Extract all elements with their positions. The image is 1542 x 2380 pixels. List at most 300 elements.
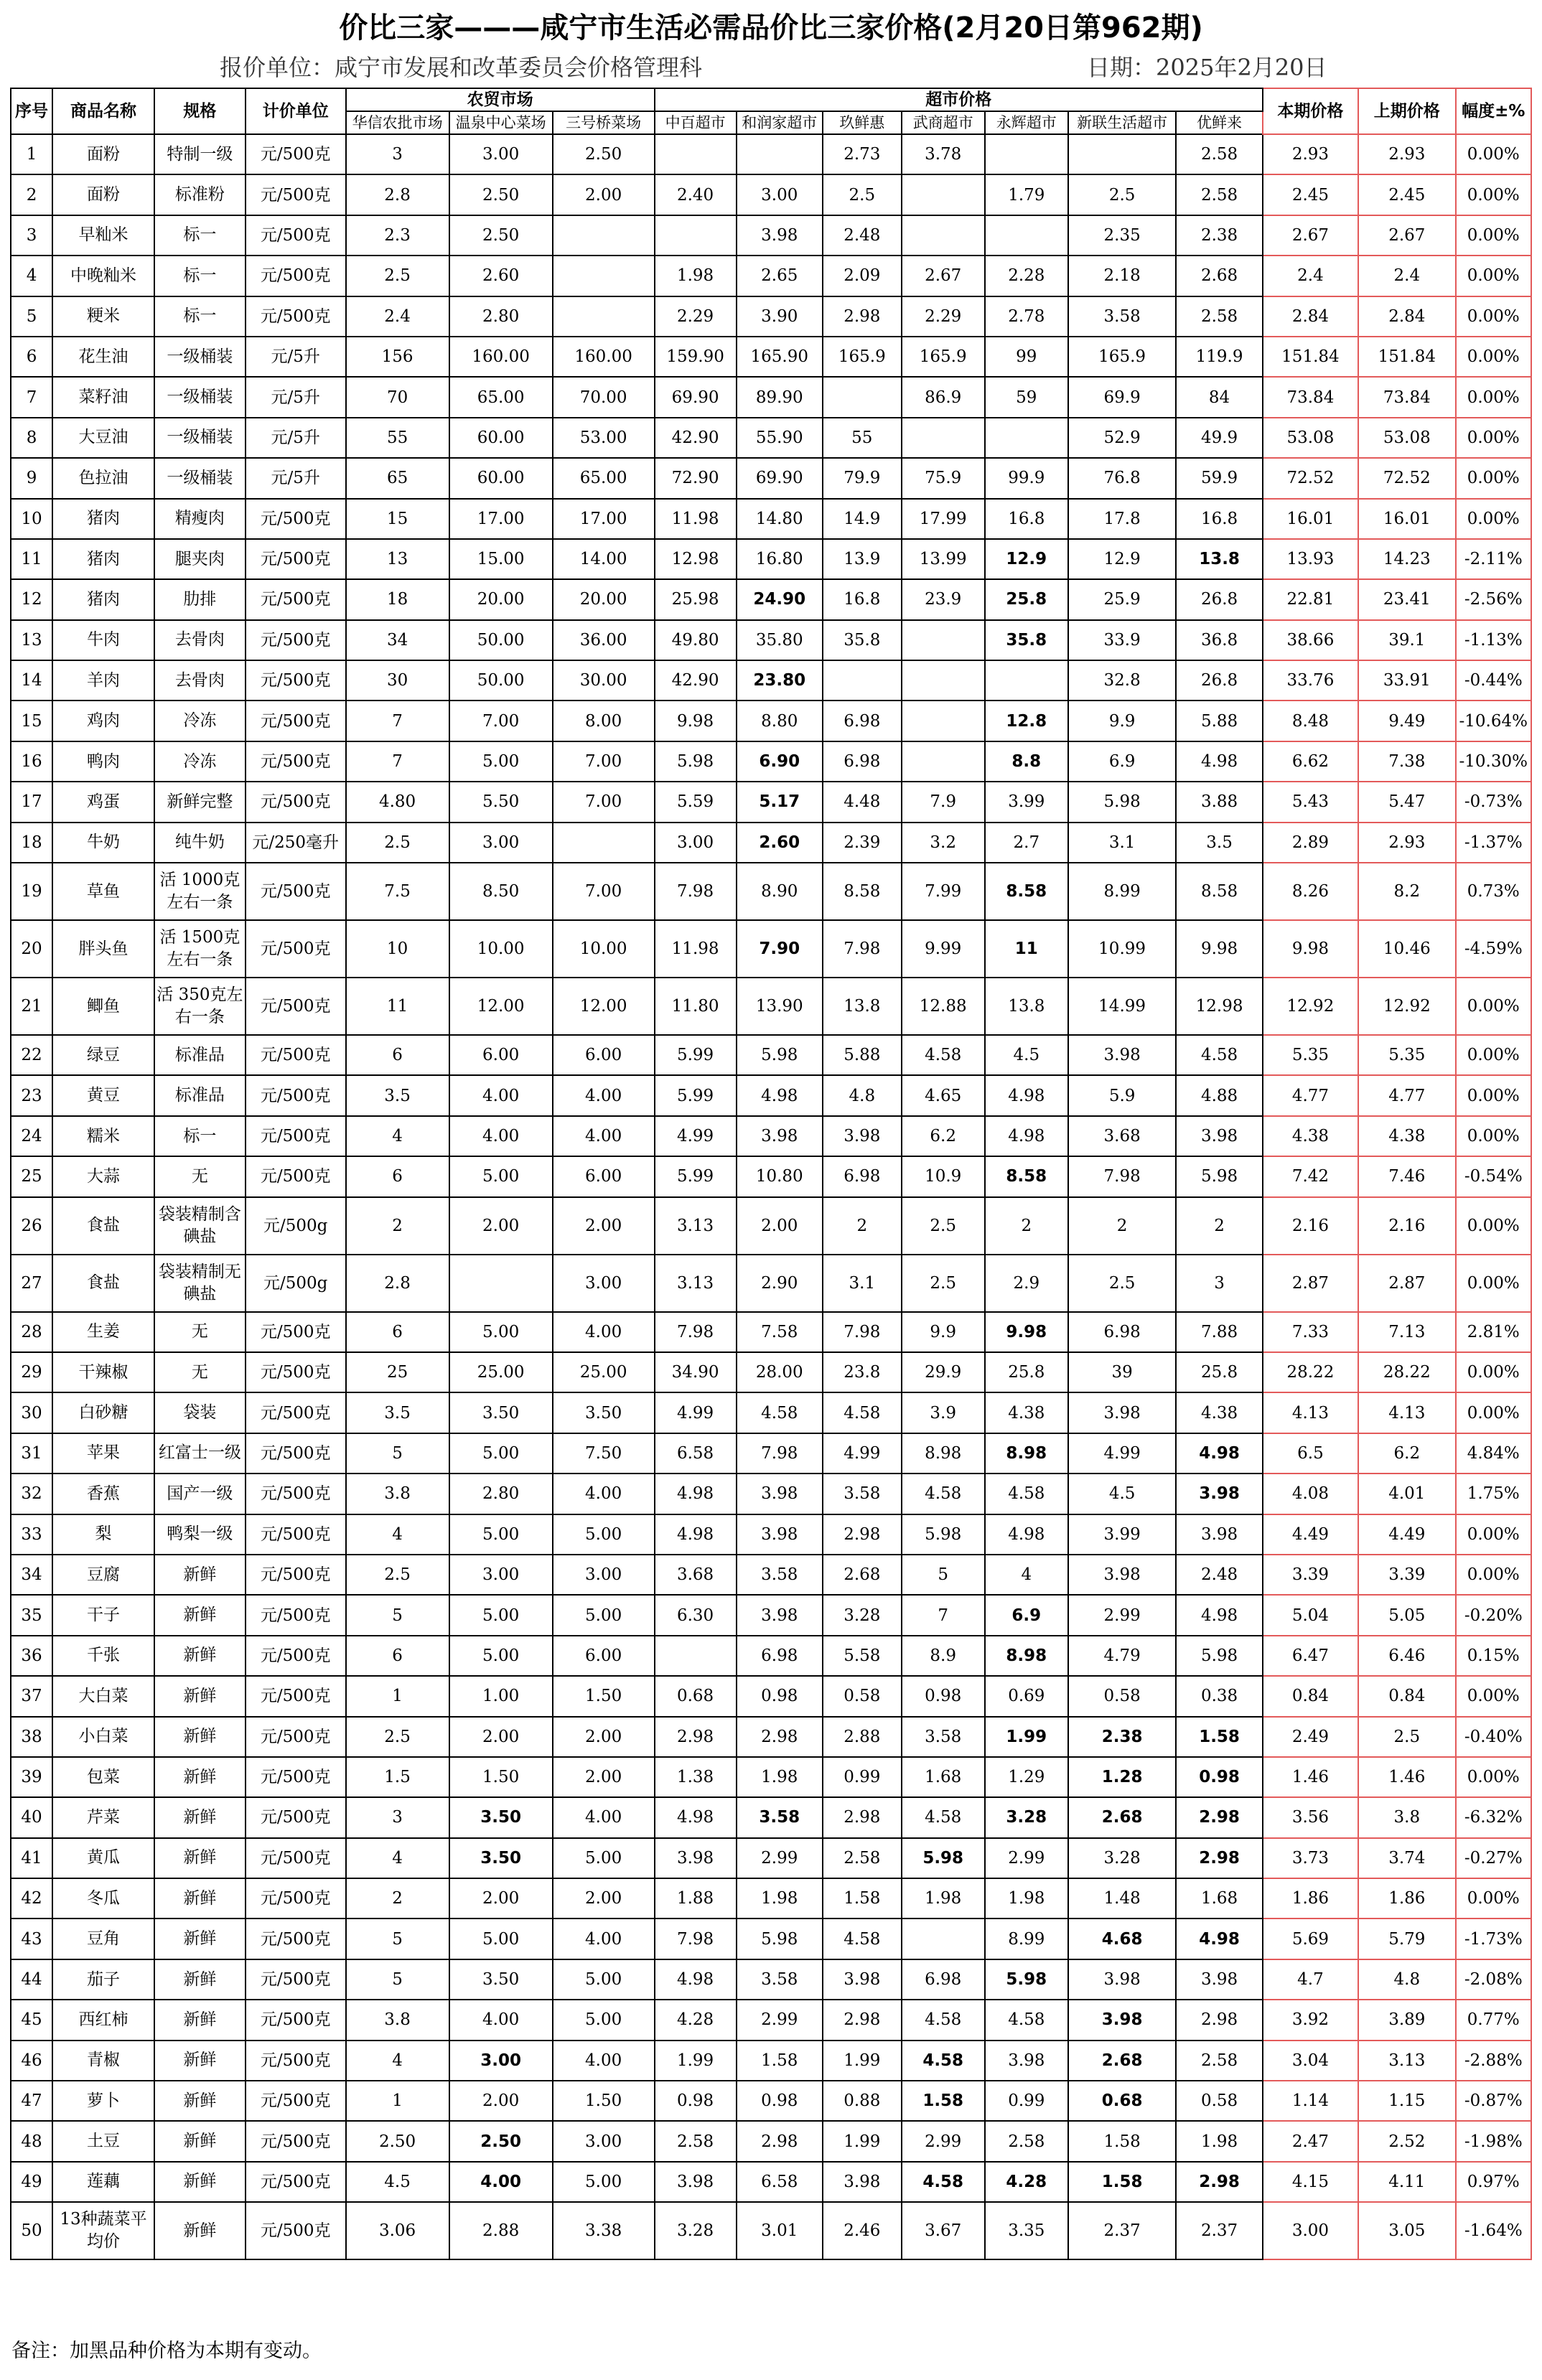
row-seq: 43 [11,1918,52,1959]
row-store-price: 3.68 [1068,1116,1177,1156]
row-spec: 新鲜 [154,1636,246,1676]
row-store-price: 16.8 [823,579,902,619]
row-seq: 3 [11,215,52,256]
row-store-price: 2.58 [1176,134,1262,174]
row-store-price: 15.00 [449,539,553,579]
row-store-price: 2.58 [655,2121,737,2161]
row-store-price: 24.90 [737,579,823,619]
header-group-super: 超市价格 [655,88,1263,111]
row-store-price: 2.99 [902,2121,985,2161]
row-unit: 元/500克 [246,1595,346,1635]
row-store-price: 8.00 [553,701,655,741]
header-store: 中百超市 [655,111,737,134]
row-current-price: 4.13 [1263,1392,1358,1433]
row-store-price: 2.28 [985,256,1068,296]
row-unit: 元/500克 [246,701,346,741]
row-previous-price: 53.08 [1358,418,1455,458]
row-change-percent: 0.00% [1456,1878,1531,1918]
row-store-price: 2.37 [1068,2202,1177,2259]
row-store-price: 4.98 [1176,1918,1262,1959]
row-store-price: 2.60 [449,256,553,296]
row-spec: 一级桶装 [154,458,246,498]
row-change-percent: -10.64% [1456,701,1531,741]
row-store-price: 11 [346,978,449,1035]
row-store-price: 10.9 [902,1156,985,1196]
row-store-price: 2 [985,1197,1068,1255]
row-store-price: 6.9 [985,1595,1068,1635]
row-store-price: 10.80 [737,1156,823,1196]
row-store-price: 1.68 [1176,1878,1262,1918]
row-spec: 纯牛奶 [154,823,246,863]
row-store-price: 2.50 [449,2121,553,2161]
row-store-price: 2.5 [823,174,902,215]
row-store-price: 3.98 [655,2162,737,2202]
row-unit: 元/500克 [246,2121,346,2161]
row-change-percent: 0.00% [1456,377,1531,417]
row-store-price: 7.00 [553,741,655,782]
row-store-price: 4.38 [1176,1392,1262,1433]
row-store-price [449,1255,553,1312]
row-seq: 24 [11,1116,52,1156]
row-store-price: 4.00 [553,1075,655,1115]
row-current-price: 7.42 [1263,1156,1358,1196]
row-store-price: 0.99 [823,1757,902,1797]
row-change-percent: -2.08% [1456,1959,1531,2000]
row-previous-price: 23.41 [1358,579,1455,619]
row-spec: 腿夹肉 [154,539,246,579]
row-store-price: 3.58 [1068,296,1177,337]
row-store-price: 0.68 [655,1676,737,1716]
row-store-price: 9.9 [902,1312,985,1352]
row-change-percent: -1.73% [1456,1918,1531,1959]
row-change-percent: 0.00% [1456,296,1531,337]
row-store-price: 25.00 [449,1352,553,1392]
row-store-price: 3.5 [346,1392,449,1433]
row-seq: 17 [11,782,52,822]
row-store-price: 6.9 [1068,741,1177,782]
row-store-price: 4.5 [346,2162,449,2202]
row-seq: 22 [11,1035,52,1075]
row-store-price: 4.58 [902,2162,985,2202]
row-store-price: 2.48 [823,215,902,256]
row-change-percent: 0.00% [1456,134,1531,174]
row-previous-price: 4.77 [1358,1075,1455,1115]
row-current-price: 5.04 [1263,1595,1358,1635]
row-store-price: 0.98 [655,2081,737,2121]
row-store-price: 7.98 [823,1312,902,1352]
row-change-percent: 0.00% [1456,1392,1531,1433]
row-store-price: 4.79 [1068,1636,1177,1676]
row-store-price: 2.00 [449,2081,553,2121]
row-store-price: 69.9 [1068,377,1177,417]
row-change-percent: 0.00% [1456,215,1531,256]
row-seq: 15 [11,701,52,741]
row-store-price: 2.80 [449,1474,553,1514]
row-store-price: 7.98 [655,863,737,920]
row-store-price: 5.00 [553,1959,655,2000]
row-current-price: 4.7 [1263,1959,1358,2000]
row-previous-price: 1.15 [1358,2081,1455,2121]
row-spec: 国产一级 [154,1474,246,1514]
row-store-price: 23.9 [902,579,985,619]
row-store-price: 1 [346,2081,449,2121]
header-store: 玖鲜惠 [823,111,902,134]
row-store-price: 72.90 [655,458,737,498]
row-store-price: 3.13 [655,1197,737,1255]
row-store-price: 4.00 [449,1075,553,1115]
row-store-price: 165.9 [1068,337,1177,377]
row-store-price: 7.99 [902,863,985,920]
row-spec: 标一 [154,215,246,256]
row-store-price: 1.58 [823,1878,902,1918]
row-store-price: 7 [902,1595,985,1635]
row-unit: 元/500克 [246,2041,346,2081]
row-spec: 标一 [154,256,246,296]
row-store-price: 13.8 [823,978,902,1035]
row-previous-price: 2.16 [1358,1197,1455,1255]
row-store-price: 18 [346,579,449,619]
row-store-price: 4.48 [823,782,902,822]
row-spec: 标准粉 [154,174,246,215]
row-store-price: 2.38 [1068,1717,1177,1757]
row-store-price: 2.68 [1068,2041,1177,2081]
row-spec: 新鲜 [154,1838,246,1878]
row-store-price: 3.1 [1068,823,1177,863]
row-store-price: 4.5 [985,1035,1068,1075]
row-previous-price: 72.52 [1358,458,1455,498]
row-unit: 元/500克 [246,134,346,174]
row-store-price: 4.98 [1176,1595,1262,1635]
row-unit: 元/500克 [246,174,346,215]
row-spec: 去骨肉 [154,660,246,701]
row-unit: 元/500克 [246,1757,346,1797]
row-store-price: 8.58 [1176,863,1262,920]
row-store-price: 3.50 [449,1838,553,1878]
row-store-price: 69.90 [655,377,737,417]
row-store-price: 6.98 [737,1636,823,1676]
row-store-price: 5.50 [449,782,553,822]
row-store-price: 5.17 [737,782,823,822]
row-store-price: 3.58 [823,1474,902,1514]
row-store-price: 7.98 [655,1312,737,1352]
table-row [11,377,1531,417]
row-store-price: 2.00 [553,1757,655,1797]
row-seq: 19 [11,863,52,920]
table-row [11,2162,1531,2202]
row-store-price: 3.28 [823,1595,902,1635]
row-store-price: 3.8 [346,2000,449,2040]
row-change-percent: -1.13% [1456,620,1531,660]
row-product-name: 面粉 [52,174,154,215]
row-previous-price: 7.38 [1358,741,1455,782]
row-store-price: 2.98 [823,1797,902,1837]
table-row [11,1197,1531,1255]
row-previous-price: 14.23 [1358,539,1455,579]
table-row [11,1255,1531,1312]
row-store-price: 2.60 [737,823,823,863]
row-store-price: 3.99 [1068,1514,1177,1555]
row-store-price: 4.58 [902,1035,985,1075]
row-store-price [553,256,655,296]
row-change-percent: -6.32% [1456,1797,1531,1837]
row-store-price: 1.58 [1068,2162,1177,2202]
row-previous-price: 5.35 [1358,1035,1455,1075]
row-store-price: 4.98 [655,1959,737,2000]
row-store-price: 3.00 [553,1555,655,1595]
row-store-price: 3.98 [823,1116,902,1156]
row-store-price: 2.58 [1176,296,1262,337]
row-current-price: 4.08 [1263,1474,1358,1514]
row-seq: 31 [11,1433,52,1474]
row-unit: 元/500克 [246,1878,346,1918]
row-current-price: 9.98 [1263,920,1358,978]
row-change-percent: 0.00% [1456,1035,1531,1075]
row-store-price: 3.98 [1068,1035,1177,1075]
row-spec: 标一 [154,296,246,337]
row-store-price: 59.9 [1176,458,1262,498]
row-store-price [655,1636,737,1676]
row-store-price: 55 [823,418,902,458]
row-store-price: 5.98 [737,1918,823,1959]
row-store-price: 3.98 [737,1595,823,1635]
row-store-price: 2.00 [553,1878,655,1918]
row-store-price: 2.98 [823,296,902,337]
row-store-price: 30.00 [553,660,655,701]
row-store-price: 1.50 [449,1757,553,1797]
row-store-price: 6 [346,1035,449,1075]
row-store-price [737,134,823,174]
row-store-price: 2.29 [655,296,737,337]
row-seq: 48 [11,2121,52,2161]
row-store-price: 2 [1176,1197,1262,1255]
row-store-price: 5.98 [737,1035,823,1075]
row-store-price: 5.00 [449,1918,553,1959]
row-change-percent: 0.15% [1456,1636,1531,1676]
row-store-price: 165.90 [737,337,823,377]
row-seq: 25 [11,1156,52,1196]
row-store-price: 160.00 [553,337,655,377]
row-previous-price: 5.79 [1358,1918,1455,1959]
row-store-price: 4.58 [902,2000,985,2040]
row-seq: 6 [11,337,52,377]
row-store-price: 0.58 [1176,2081,1262,2121]
row-store-price: 3.06 [346,2202,449,2259]
row-change-percent: 0.00% [1456,1514,1531,1555]
row-store-price: 4.58 [737,1392,823,1433]
row-store-price: 2.90 [737,1255,823,1312]
row-product-name: 生姜 [52,1312,154,1352]
row-current-price: 16.01 [1263,499,1358,539]
row-change-percent: -0.44% [1456,660,1531,701]
row-store-price: 6 [346,1156,449,1196]
row-product-name: 芹菜 [52,1797,154,1837]
row-current-price: 4.49 [1263,1514,1358,1555]
table-row [11,1878,1531,1918]
row-store-price [553,823,655,863]
row-product-name: 羊肉 [52,660,154,701]
row-store-price: 2.8 [346,1255,449,1312]
row-store-price: 1.79 [985,174,1068,215]
row-store-price: 5.98 [655,741,737,782]
row-spec: 新鲜 [154,1757,246,1797]
row-store-price: 1.50 [553,2081,655,2121]
row-store-price: 3 [1176,1255,1262,1312]
row-store-price: 13.8 [985,978,1068,1035]
row-store-price: 53.00 [553,418,655,458]
row-previous-price: 151.84 [1358,337,1455,377]
table-row [11,660,1531,701]
row-store-price: 17.00 [449,499,553,539]
row-unit: 元/500克 [246,1676,346,1716]
row-spec: 新鲜 [154,1717,246,1757]
row-change-percent: 0.73% [1456,863,1531,920]
row-change-percent: -2.56% [1456,579,1531,619]
row-product-name: 13种蔬菜平均价 [52,2202,154,2259]
row-store-price: 75.9 [902,458,985,498]
row-store-price: 28.00 [737,1352,823,1392]
row-previous-price: 1.46 [1358,1757,1455,1797]
row-store-price: 4.00 [449,2162,553,2202]
row-store-price: 5.58 [823,1636,902,1676]
row-spec: 新鲜 [154,1676,246,1716]
row-store-price [902,174,985,215]
row-store-price: 3.00 [737,174,823,215]
row-current-price: 2.93 [1263,134,1358,174]
row-store-price: 6.00 [449,1035,553,1075]
row-store-price: 60.00 [449,458,553,498]
table-row [11,978,1531,1035]
row-store-price: 5.00 [553,1838,655,1878]
row-store-price: 35.8 [985,620,1068,660]
row-change-percent: 0.00% [1456,1075,1531,1115]
row-store-price: 2.46 [823,2202,902,2259]
row-current-price: 2.16 [1263,1197,1358,1255]
row-store-price: 3.28 [1068,1838,1177,1878]
row-seq: 2 [11,174,52,215]
row-store-price: 2.5 [346,1717,449,1757]
header-seq: 序号 [11,88,52,134]
row-store-price: 2.98 [1176,2162,1262,2202]
row-seq: 38 [11,1717,52,1757]
row-previous-price: 0.84 [1358,1676,1455,1716]
row-store-price: 0.99 [985,2081,1068,2121]
row-store-price: 3.50 [449,1392,553,1433]
row-unit: 元/500克 [246,256,346,296]
row-store-price: 2.5 [902,1197,985,1255]
row-store-price: 1.58 [737,2041,823,2081]
row-store-price: 2.09 [823,256,902,296]
row-store-price: 4 [985,1555,1068,1595]
row-store-price: 1.98 [737,1757,823,1797]
row-spec: 活 1000克左右一条 [154,863,246,920]
table-row [11,2202,1531,2259]
row-store-price [902,1918,985,1959]
row-unit: 元/500克 [246,2000,346,2040]
row-store-price: 4.98 [1176,1433,1262,1474]
row-store-price: 2.5 [346,256,449,296]
row-current-price: 2.84 [1263,296,1358,337]
table-row [11,1035,1531,1075]
row-store-price: 0.98 [902,1676,985,1716]
row-previous-price: 7.46 [1358,1156,1455,1196]
row-store-price: 5.99 [655,1156,737,1196]
table-row [11,499,1531,539]
row-store-price: 9.99 [902,920,985,978]
row-change-percent: -1.37% [1456,823,1531,863]
row-store-price: 2.38 [1176,215,1262,256]
row-previous-price: 33.91 [1358,660,1455,701]
row-store-price: 3 [346,1797,449,1837]
row-current-price: 38.66 [1263,620,1358,660]
row-seq: 40 [11,1797,52,1837]
row-store-price: 1.29 [985,1757,1068,1797]
row-current-price: 1.14 [1263,2081,1358,2121]
row-store-price: 2.58 [1176,2041,1262,2081]
row-store-price: 6.98 [902,1959,985,2000]
row-store-price: 2.37 [1176,2202,1262,2259]
row-store-price: 5.98 [985,1959,1068,2000]
row-store-price: 2.88 [449,2202,553,2259]
row-store-price: 25.8 [985,1352,1068,1392]
row-store-price: 2.98 [1176,1838,1262,1878]
row-product-name: 绿豆 [52,1035,154,1075]
row-store-price: 25.9 [1068,579,1177,619]
row-change-percent: -2.88% [1456,2041,1531,2081]
row-store-price: 2.68 [1068,1797,1177,1837]
row-seq: 47 [11,2081,52,2121]
row-store-price: 14.80 [737,499,823,539]
table-row [11,337,1531,377]
table-row [11,2081,1531,2121]
row-previous-price: 2.67 [1358,215,1455,256]
row-current-price: 6.5 [1263,1433,1358,1474]
row-store-price: 2.80 [449,296,553,337]
row-current-price: 33.76 [1263,660,1358,701]
row-spec: 标准品 [154,1035,246,1075]
row-store-price: 3.99 [985,782,1068,822]
row-store-price: 4.99 [655,1392,737,1433]
row-store-price: 4.00 [553,1918,655,1959]
row-store-price: 2.68 [1176,256,1262,296]
row-change-percent: -4.59% [1456,920,1531,978]
row-current-price: 1.46 [1263,1757,1358,1797]
row-seq: 29 [11,1352,52,1392]
row-store-price: 7.50 [553,1433,655,1474]
row-store-price: 99 [985,337,1068,377]
row-change-percent: -0.40% [1456,1717,1531,1757]
row-current-price: 3.92 [1263,2000,1358,2040]
row-current-price: 2.49 [1263,1717,1358,1757]
row-store-price: 50.00 [449,660,553,701]
row-store-price: 3.98 [1068,1555,1177,1595]
row-store-price: 3.28 [655,2202,737,2259]
row-store-price: 2.00 [553,1197,655,1255]
row-store-price: 0.98 [737,1676,823,1716]
row-store-price: 4.00 [553,1116,655,1156]
header-store: 武商超市 [902,111,985,134]
row-store-price: 4.00 [449,1116,553,1156]
row-store-price: 2.58 [985,2121,1068,2161]
row-current-price: 12.92 [1263,978,1358,1035]
row-store-price [985,134,1068,174]
row-store-price: 5.00 [449,1156,553,1196]
row-store-price: 3.58 [737,1797,823,1837]
row-store-price: 10 [346,920,449,978]
row-product-name: 莲藕 [52,2162,154,2202]
row-store-price: 5 [346,1959,449,2000]
row-store-price: 11.98 [655,499,737,539]
row-store-price: 5.00 [553,1595,655,1635]
